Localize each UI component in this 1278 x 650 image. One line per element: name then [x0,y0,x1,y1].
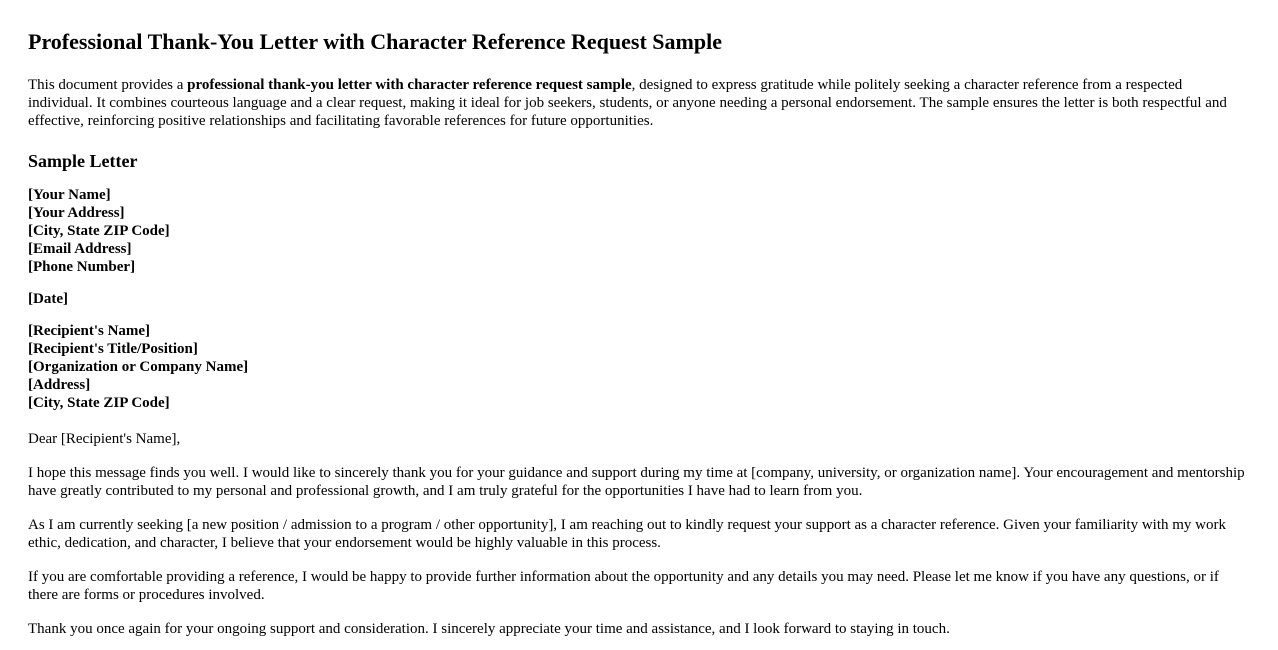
letter-paragraph-closing: Thank you once again for your ongoing support and consideration. I sincerely appreciate your time and assistance, and I look forward to staying in touch. [28,621,950,637]
recipient-block [28,322,1250,412]
intro-text-start: This document provides a [28,77,188,93]
sender-phone: [Phone Number] [28,259,136,275]
sender-email: [Email Address] [28,241,132,257]
letter-paragraph-gratitude: I hope this message finds you well. I would like to sincerely thank you for your guidance and support during my time at [company, university, or organization name]. Your encouragement and mentorship have greatly contributed to my personal and professional growth, and I am truly grateful for the opportunities I have had to learn from you. [28,465,1245,499]
recipient-title: [Recipient's Title/Position] [28,341,198,357]
recipient-city-state-zip: [City, State ZIP Code] [28,395,170,411]
letter-paragraph-offer: If you are comfortable providing a reference, I would be happy to provide further information about the opportunity and any details you may need. Please let me know if you have any questions, or if there are forms or procedures involved. [28,569,1219,603]
sender-city-state-zip: [City, State ZIP Code] [28,223,170,239]
recipient-name: [Recipient's Name] [28,323,151,339]
intro-paragraph [28,76,1250,130]
salutation: Dear [Recipient's Name], [28,431,181,447]
sender-block [28,186,1250,276]
recipient-organization: [Organization or Company Name] [28,359,249,375]
sender-address: [Your Address] [28,205,125,221]
intro-bold-phrase: professional thank-you letter with character reference request sample [187,77,632,93]
recipient-address: [Address] [28,377,91,393]
date-block [28,290,1250,308]
page-title: Professional Thank-You Letter with Character Reference Request Sample [28,29,722,54]
intro-text-end: , designed to express gratitude while politely seeking a character reference from a respected individual. It combines courteous language and a clear request, making it ideal for job seekers, students, or anyone needing a personal endorsement. The sample ensures the letter is both respectful and effective, reinforcing positive relationships and facilitating favorable references for future opportunities. [28,77,1227,129]
letter-date: [Date] [28,291,68,307]
letter-paragraph-request: As I am currently seeking [a new position / admission to a program / other opportunity], I am reaching out to kindly request your support as a character reference. Given your familiarity with my work ethic, dedication, and character, I believe that your endorsement would be highly valuable in this process. [28,517,1226,551]
sender-name: [Your Name] [28,187,111,203]
section-heading: Sample Letter [28,151,138,171]
